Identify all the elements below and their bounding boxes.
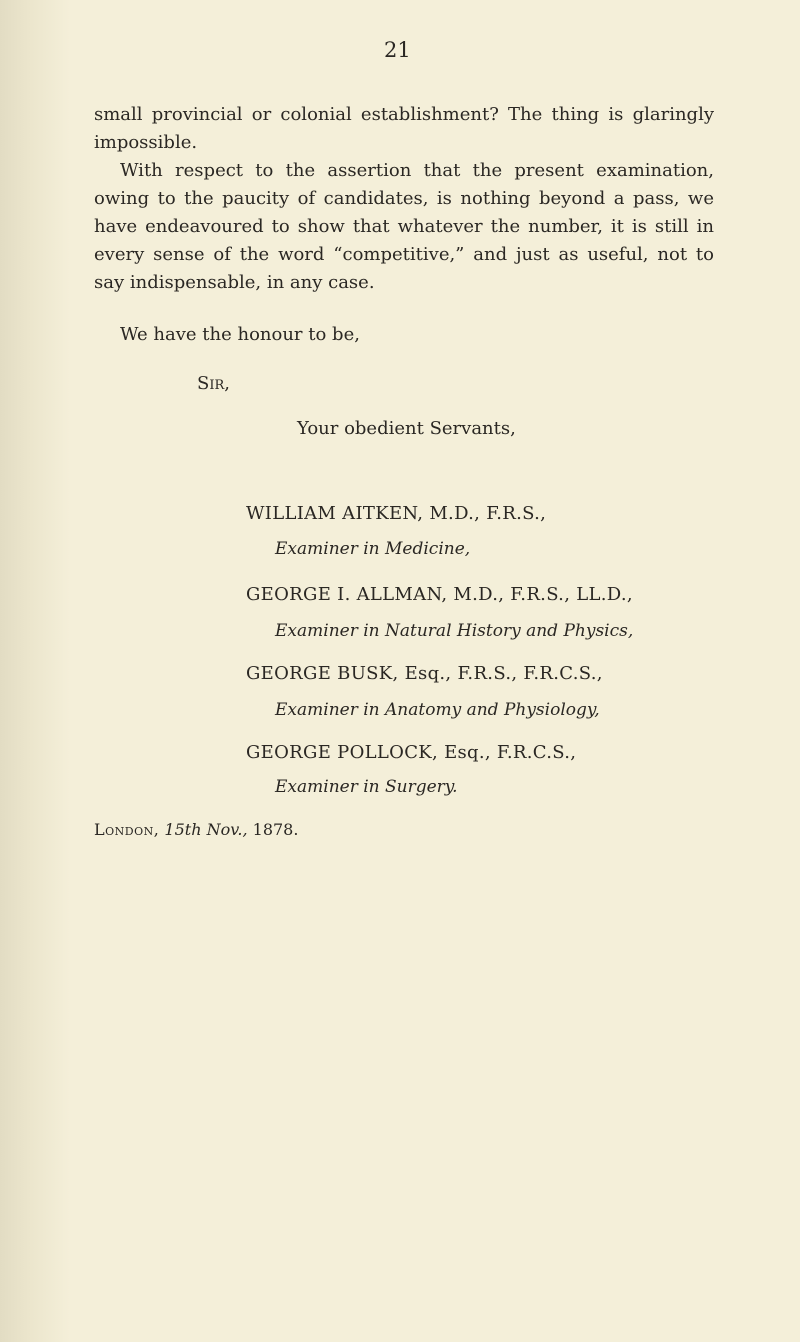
page-number: 21: [384, 38, 411, 62]
signatory-name: GEORGE POLLOCK, Esq., F.R.C.S.,: [246, 742, 577, 763]
closing-line: We have the honour to be,: [120, 324, 360, 345]
valediction: Your obedient Servants,: [297, 418, 516, 439]
signatory-role: Examiner in Surgery.: [275, 777, 458, 797]
paragraph-2: With respect to the assertion that the present examination, owing to the paucity of candidates, is nothing beyond a pass, we have endeavoured to show that whatever the number, it is still in every sense of the word “competitive,” and just as useful, not to say indispensable, in any case.: [94, 160, 714, 293]
signatory-name: WILLIAM AITKEN, M.D., F.R.S.,: [246, 503, 547, 524]
dateline-year: 1878.: [252, 820, 299, 839]
salutation: Sir,: [197, 373, 230, 394]
signatory-name: GEORGE I. ALLMAN, M.D., F.R.S., LL.D.,: [246, 584, 633, 605]
signatory-role: Examiner in Anatomy and Physiology,: [275, 700, 600, 720]
dateline-day: 15th Nov.,: [164, 820, 248, 839]
page-gutter-shadow: [0, 0, 70, 1342]
dateline-place: London,: [94, 820, 160, 839]
signatory-name: GEORGE BUSK, Esq., F.R.S., F.R.C.S.,: [246, 663, 603, 684]
signatory-role: Examiner in Natural History and Physics,: [275, 621, 634, 641]
paragraph-1: small provincial or colonial establishment? The thing is glaringly impossible.: [94, 104, 714, 153]
signatory-role: Examiner in Medicine,: [275, 539, 471, 559]
dateline: [94, 820, 298, 839]
